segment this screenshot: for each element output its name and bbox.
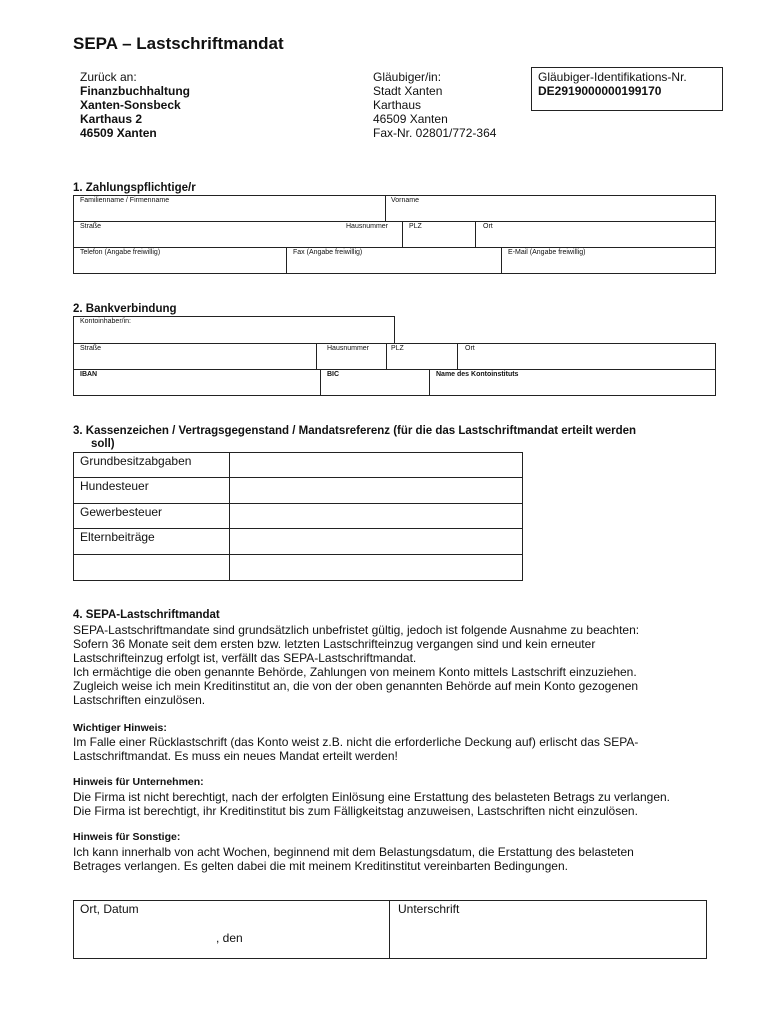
signature-box [73, 900, 707, 959]
field-fax[interactable]: Fax (Angabe freiwillig) [293, 249, 363, 256]
return-line: 46509 Xanten [80, 126, 157, 140]
creditor-id-value: DE2919000000199170 [538, 84, 662, 98]
field-ort[interactable]: Ort [483, 223, 493, 230]
return-line: Xanten-Sonsbeck [80, 98, 181, 112]
creditor-line: Karthaus [373, 98, 422, 112]
ort-datum-field[interactable] [74, 916, 389, 958]
reference-table [73, 452, 523, 581]
page-title: SEPA – Lastschriftmandat [73, 34, 284, 53]
field-kontoinstitut[interactable]: Name des Kontoinstituts [436, 371, 519, 378]
section1-heading: 1. Zahlungspflichtige/r [73, 182, 196, 194]
den-label: , den [216, 931, 243, 945]
reference-input-elternbeitraege[interactable] [230, 529, 522, 554]
creditor-line: 46509 Xanten [373, 112, 448, 126]
reference-input-hundesteuer[interactable] [230, 478, 522, 503]
signature-field[interactable] [390, 916, 706, 958]
mandate-line: Lastschrifteinzug erfolgt ist, verfällt das SEPA-Lastschriftmandat. [73, 651, 417, 665]
field-hausnummer[interactable]: Hausnummer [327, 345, 370, 352]
sonstige-heading: Hinweis für Sonstige: [73, 831, 181, 843]
reference-row-label: Elternbeiträge [80, 530, 155, 544]
field-ort[interactable]: Ort [465, 345, 475, 352]
reference-input-gewerbesteuer[interactable] [230, 504, 522, 528]
hinweis-heading: Wichtiger Hinweis: [73, 722, 167, 734]
bank-form [73, 316, 716, 396]
unterschrift-label: Unterschrift [398, 902, 460, 916]
field-kontoinhaber[interactable]: Kontoinhaber/in: [80, 318, 131, 325]
creditor-id-label: Gläubiger-Identifikations-Nr. [538, 70, 687, 84]
field-email[interactable]: E-Mail (Angabe freiwillig) [508, 249, 586, 256]
unternehmen-text [73, 790, 670, 818]
reference-row-label: Grundbesitzabgaben [80, 454, 192, 468]
reference-input-other[interactable] [230, 555, 522, 580]
creditor-label: Gläubiger/in: [373, 70, 442, 84]
payer-form [73, 195, 716, 274]
mandate-line: Lastschriften einzulösen. [73, 693, 206, 707]
field-vorname[interactable]: Vorname [391, 197, 420, 204]
sonstige-text [73, 845, 634, 873]
mandate-line: Ich ermächtige die oben genannte Behörde, Zahlungen von meinem Konto mittels Lastschrift einzuziehen. [73, 665, 637, 679]
mandate-line: Zugleich weise ich mein Kreditinstitut an, die von der oben genannten Behörde auf mein Konto gezogenen [73, 679, 639, 693]
section2-heading: 2. Bankverbindung [73, 303, 177, 315]
mandate-text [73, 623, 639, 707]
field-bic[interactable]: BIC [327, 371, 340, 378]
field-hausnummer[interactable]: Hausnummer [346, 223, 389, 230]
hinweis-line: Lastschriftmandat. Es muss ein neues Mandat erteilt werden! [73, 749, 398, 763]
section3-heading-cont: soll) [91, 438, 115, 450]
section4-heading: 4. SEPA-Lastschriftmandat [73, 609, 220, 621]
creditor-id-box [531, 67, 723, 111]
creditor-address [373, 70, 496, 140]
sonstige-line: Betrages verlangen. Es gelten dabei die mit meinem Kreditinstitut vereinbarten Bedingungen. [73, 859, 568, 873]
reference-row-label: Gewerbesteuer [80, 505, 163, 519]
section3-heading: 3. Kassenzeichen / Vertragsgegenstand / Mandatsreferenz (für die das Lastschriftmandat erteilt werden [73, 425, 637, 437]
return-label: Zurück an: [80, 70, 137, 84]
field-strasse[interactable]: Straße [80, 345, 102, 352]
field-telefon[interactable]: Telefon (Angabe freiwillig) [80, 249, 161, 256]
sonstige-line: Ich kann innerhalb von acht Wochen, beginnend mit dem Belastungsdatum, die Erstattung des belasteten [73, 845, 634, 859]
unternehmen-heading: Hinweis für Unternehmen: [73, 776, 204, 788]
unternehmen-line: Die Firma ist berechtigt, ihr Kreditinstitut bis zum Fälligkeitstag anzuweisen, Lastschriften nicht einzulösen. [73, 804, 638, 818]
hinweis-text [73, 735, 638, 763]
field-plz[interactable]: PLZ [409, 223, 422, 230]
field-familienname[interactable]: Familienname / Firmenname [80, 197, 170, 204]
creditor-line: Stadt Xanten [373, 84, 443, 98]
reference-row-label: Hundesteuer [80, 479, 149, 493]
hinweis-line: Im Falle einer Rücklastschrift (das Konto weist z.B. nicht die erforderliche Deckung auf) erlischt das SEPA- [73, 735, 639, 749]
unternehmen-line: Die Firma ist nicht berechtigt, nach der erfolgten Einlösung eine Erstattung des belasteten Betrags zu verlangen. [73, 790, 671, 804]
return-line: Finanzbuchhaltung [80, 84, 190, 98]
field-strasse[interactable]: Straße [80, 223, 102, 230]
ort-datum-label: Ort, Datum [80, 902, 139, 916]
mandate-line: Sofern 36 Monate seit dem ersten bzw. letzten Lastschrifteinzug vergangen sind und kein erneuter [73, 637, 596, 651]
return-address [80, 70, 190, 140]
field-plz[interactable]: PLZ [391, 345, 404, 352]
return-line: Karthaus 2 [80, 112, 143, 126]
creditor-line: Fax-Nr. 02801/772-364 [373, 126, 497, 140]
field-iban[interactable]: IBAN [80, 371, 98, 378]
mandate-line: SEPA-Lastschriftmandate sind grundsätzlich unbefristet gültig, jedoch ist folgende Ausnahme zu beachten: [73, 623, 640, 637]
reference-input-grundbesitz[interactable] [230, 453, 522, 477]
